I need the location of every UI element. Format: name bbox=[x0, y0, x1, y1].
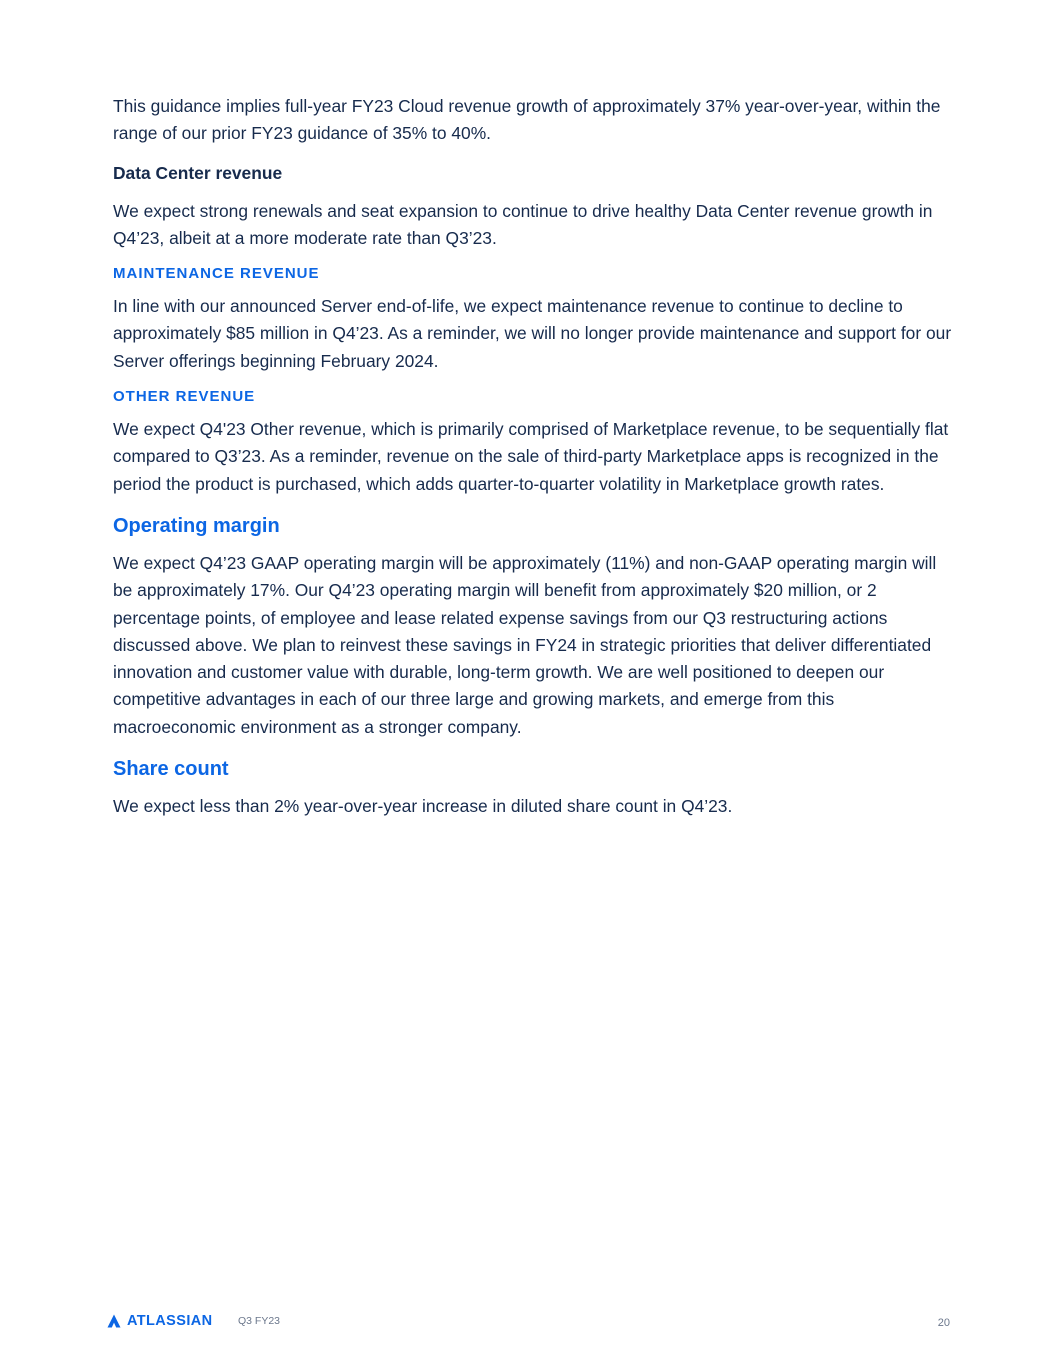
page-footer bbox=[107, 1312, 950, 1332]
cloud-guidance-paragraph: This guidance implies full-year FY23 Cloud revenue growth of approximately 37% year-over-year, within the range of our prior FY23 guidance of 35% to 40%. bbox=[113, 96, 941, 144]
maintenance-paragraph: In line with our announced Server end-of-life, we expect maintenance revenue to continue to decline to approximately $85 million in Q4’23. As a reminder, we will no longer provide maintenance and support for our Server offerings beginning February 2024. bbox=[113, 296, 952, 371]
share-count-paragraph: We expect less than 2% year-over-year increase in diluted share count in Q4’23. bbox=[113, 796, 733, 817]
atlassian-logo bbox=[107, 1312, 213, 1330]
atlassian-triangle-icon bbox=[107, 1314, 121, 1328]
data-center-heading: Data Center revenue bbox=[113, 162, 283, 183]
document-body bbox=[113, 93, 958, 832]
operating-margin-paragraph: We expect Q4’23 GAAP operating margin will be approximately (11%) and non-GAAP operating margin will be approximately 17%. Our Q4’23 operating margin will benefit from approximately $20 million, or 2 percentage points, of employee and lease related expense savings from our Q3 restructuring actions discussed above. We plan to reinvest these savings in FY24 in strategic priorities that deliver differentiated innovation and customer value with durable, long-term growth. We are well positioned to deepen our competitive advantages in each of our three large and growing markets, and emerge from this macroeconomic environment as a stronger company. bbox=[113, 552, 937, 737]
page-number: 20 bbox=[937, 1317, 950, 1329]
share-count-heading: Share count bbox=[113, 758, 229, 781]
maintenance-heading: MAINTENANCE REVENUE bbox=[113, 265, 320, 283]
report-period: Q3 FY23 bbox=[238, 1315, 281, 1327]
logo-wordmark: ATLASSIAN bbox=[127, 1313, 213, 1329]
other-revenue-paragraph: We expect Q4'23 Other revenue, which is primarily comprised of Marketplace revenue, to be sequentially flat compared to Q3’23. As a reminder, revenue on the sale of third-party Marketplace apps is recognized in the period the product is purchased, which adds quarter-to-quarter volatility in Marketplace growth rates. bbox=[113, 419, 949, 494]
operating-margin-heading: Operating margin bbox=[113, 514, 280, 537]
other-revenue-heading: OTHER REVENUE bbox=[113, 388, 256, 406]
data-center-paragraph: We expect strong renewals and seat expansion to continue to drive healthy Data Center revenue growth in Q4’23, albeit at a more moderate rate than Q3’23. bbox=[113, 200, 933, 248]
